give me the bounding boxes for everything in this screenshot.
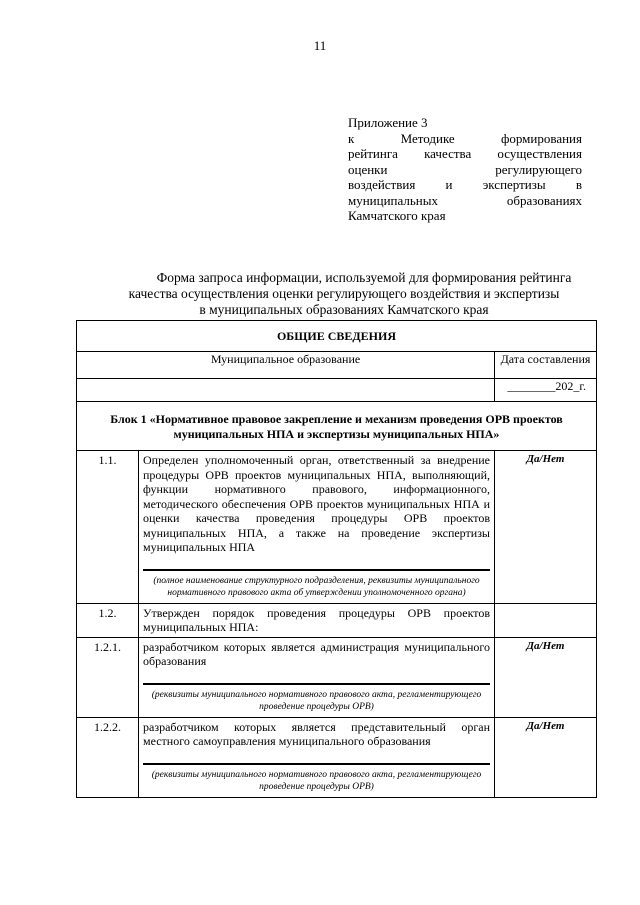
form-title [90, 270, 598, 318]
table-row [77, 637, 597, 717]
fill-in-line[interactable] [143, 569, 490, 571]
row-text-cell [139, 603, 495, 637]
table-row [77, 603, 597, 637]
municipality-value-cell[interactable] [77, 379, 495, 402]
row-number: 1.2. [77, 603, 139, 637]
form-title-line: качества осуществления оценки регулирующего воздействия и экспертизы [128, 286, 560, 301]
appendix-line: муниципальных образованиях [348, 192, 582, 208]
appendix-line: воздействия и экспертизы в [348, 177, 582, 192]
block1-title: Блок 1 «Нормативное правовое закрепление и механизм проведения ОРВ проектов муниципальных НПА и экспертизы муниципальных НПА» [77, 402, 597, 451]
form-title-line: в муниципальных образованиях Камчатского края [199, 302, 489, 317]
general-info-header: ОБЩИЕ СВЕДЕНИЯ [77, 321, 597, 352]
answer-cell-empty [495, 603, 597, 637]
yes-no-answer[interactable]: Да/Нет [495, 451, 597, 604]
row-number: 1.2.1. [77, 637, 139, 717]
row-text: Утвержден порядок проведения процедуры ОРВ проектов муниципальных НПА: [143, 605, 490, 634]
row-note: (полное наименование структурного подразделения, реквизиты муниципального нормативного правового акта об утверждении уполномоченного органа) [153, 575, 480, 598]
page-number: 11 [313, 38, 327, 53]
row-text-cell [139, 717, 495, 797]
info-request-table [76, 320, 597, 798]
row-number: 1.1. [77, 451, 139, 604]
date-label: Дата составления [495, 352, 597, 379]
row-text-cell [139, 637, 495, 717]
yes-no-answer[interactable]: Да/Нет [495, 637, 597, 717]
appendix-line: Приложение 3 [348, 115, 428, 130]
date-value-cell[interactable]: ________202_г. [495, 379, 597, 402]
appendix-header [348, 115, 582, 224]
fill-in-line[interactable] [143, 763, 490, 765]
row-text-cell [139, 451, 495, 604]
row-note: (реквизиты муниципального нормативного правового акта, регламентирующего проведение процедуры ОРВ) [151, 769, 482, 792]
form-title-line: Форма запроса информации, используемой для формирования рейтинга [156, 270, 572, 285]
table-row [77, 451, 597, 604]
municipality-label: Муниципальное образование [77, 352, 495, 379]
fill-in-line[interactable] [143, 683, 490, 685]
appendix-line: рейтинга качества осуществления [348, 146, 582, 161]
appendix-line: к Методике формирования [348, 130, 582, 146]
appendix-line: Камчатского края [348, 208, 446, 223]
yes-no-answer[interactable]: Да/Нет [495, 717, 597, 797]
table-row [77, 717, 597, 797]
row-note: (реквизиты муниципального нормативного правового акта, регламентирующего проведение процедуры ОРВ) [151, 689, 482, 712]
row-number: 1.2.2. [77, 717, 139, 797]
row-text: разработчиком которых является представительный орган местного самоуправления муниципального образования [143, 719, 490, 748]
row-text: разработчиком которых является администрация муниципального образования [143, 639, 490, 668]
appendix-line: оценки регулирующего [348, 161, 582, 177]
row-text: Определен уполномоченный орган, ответственный за внедрение процедуры ОРВ проектов муниципальных НПА, выполняющий, функции нормативного правового, информационного, методического обеспечения ОРВ проектов муниципальных НПА и оценки качества проведения процедуры ОРВ проектов муниципальных НПА, а также на проведение экспертизы муниципальных НПА [143, 453, 490, 554]
